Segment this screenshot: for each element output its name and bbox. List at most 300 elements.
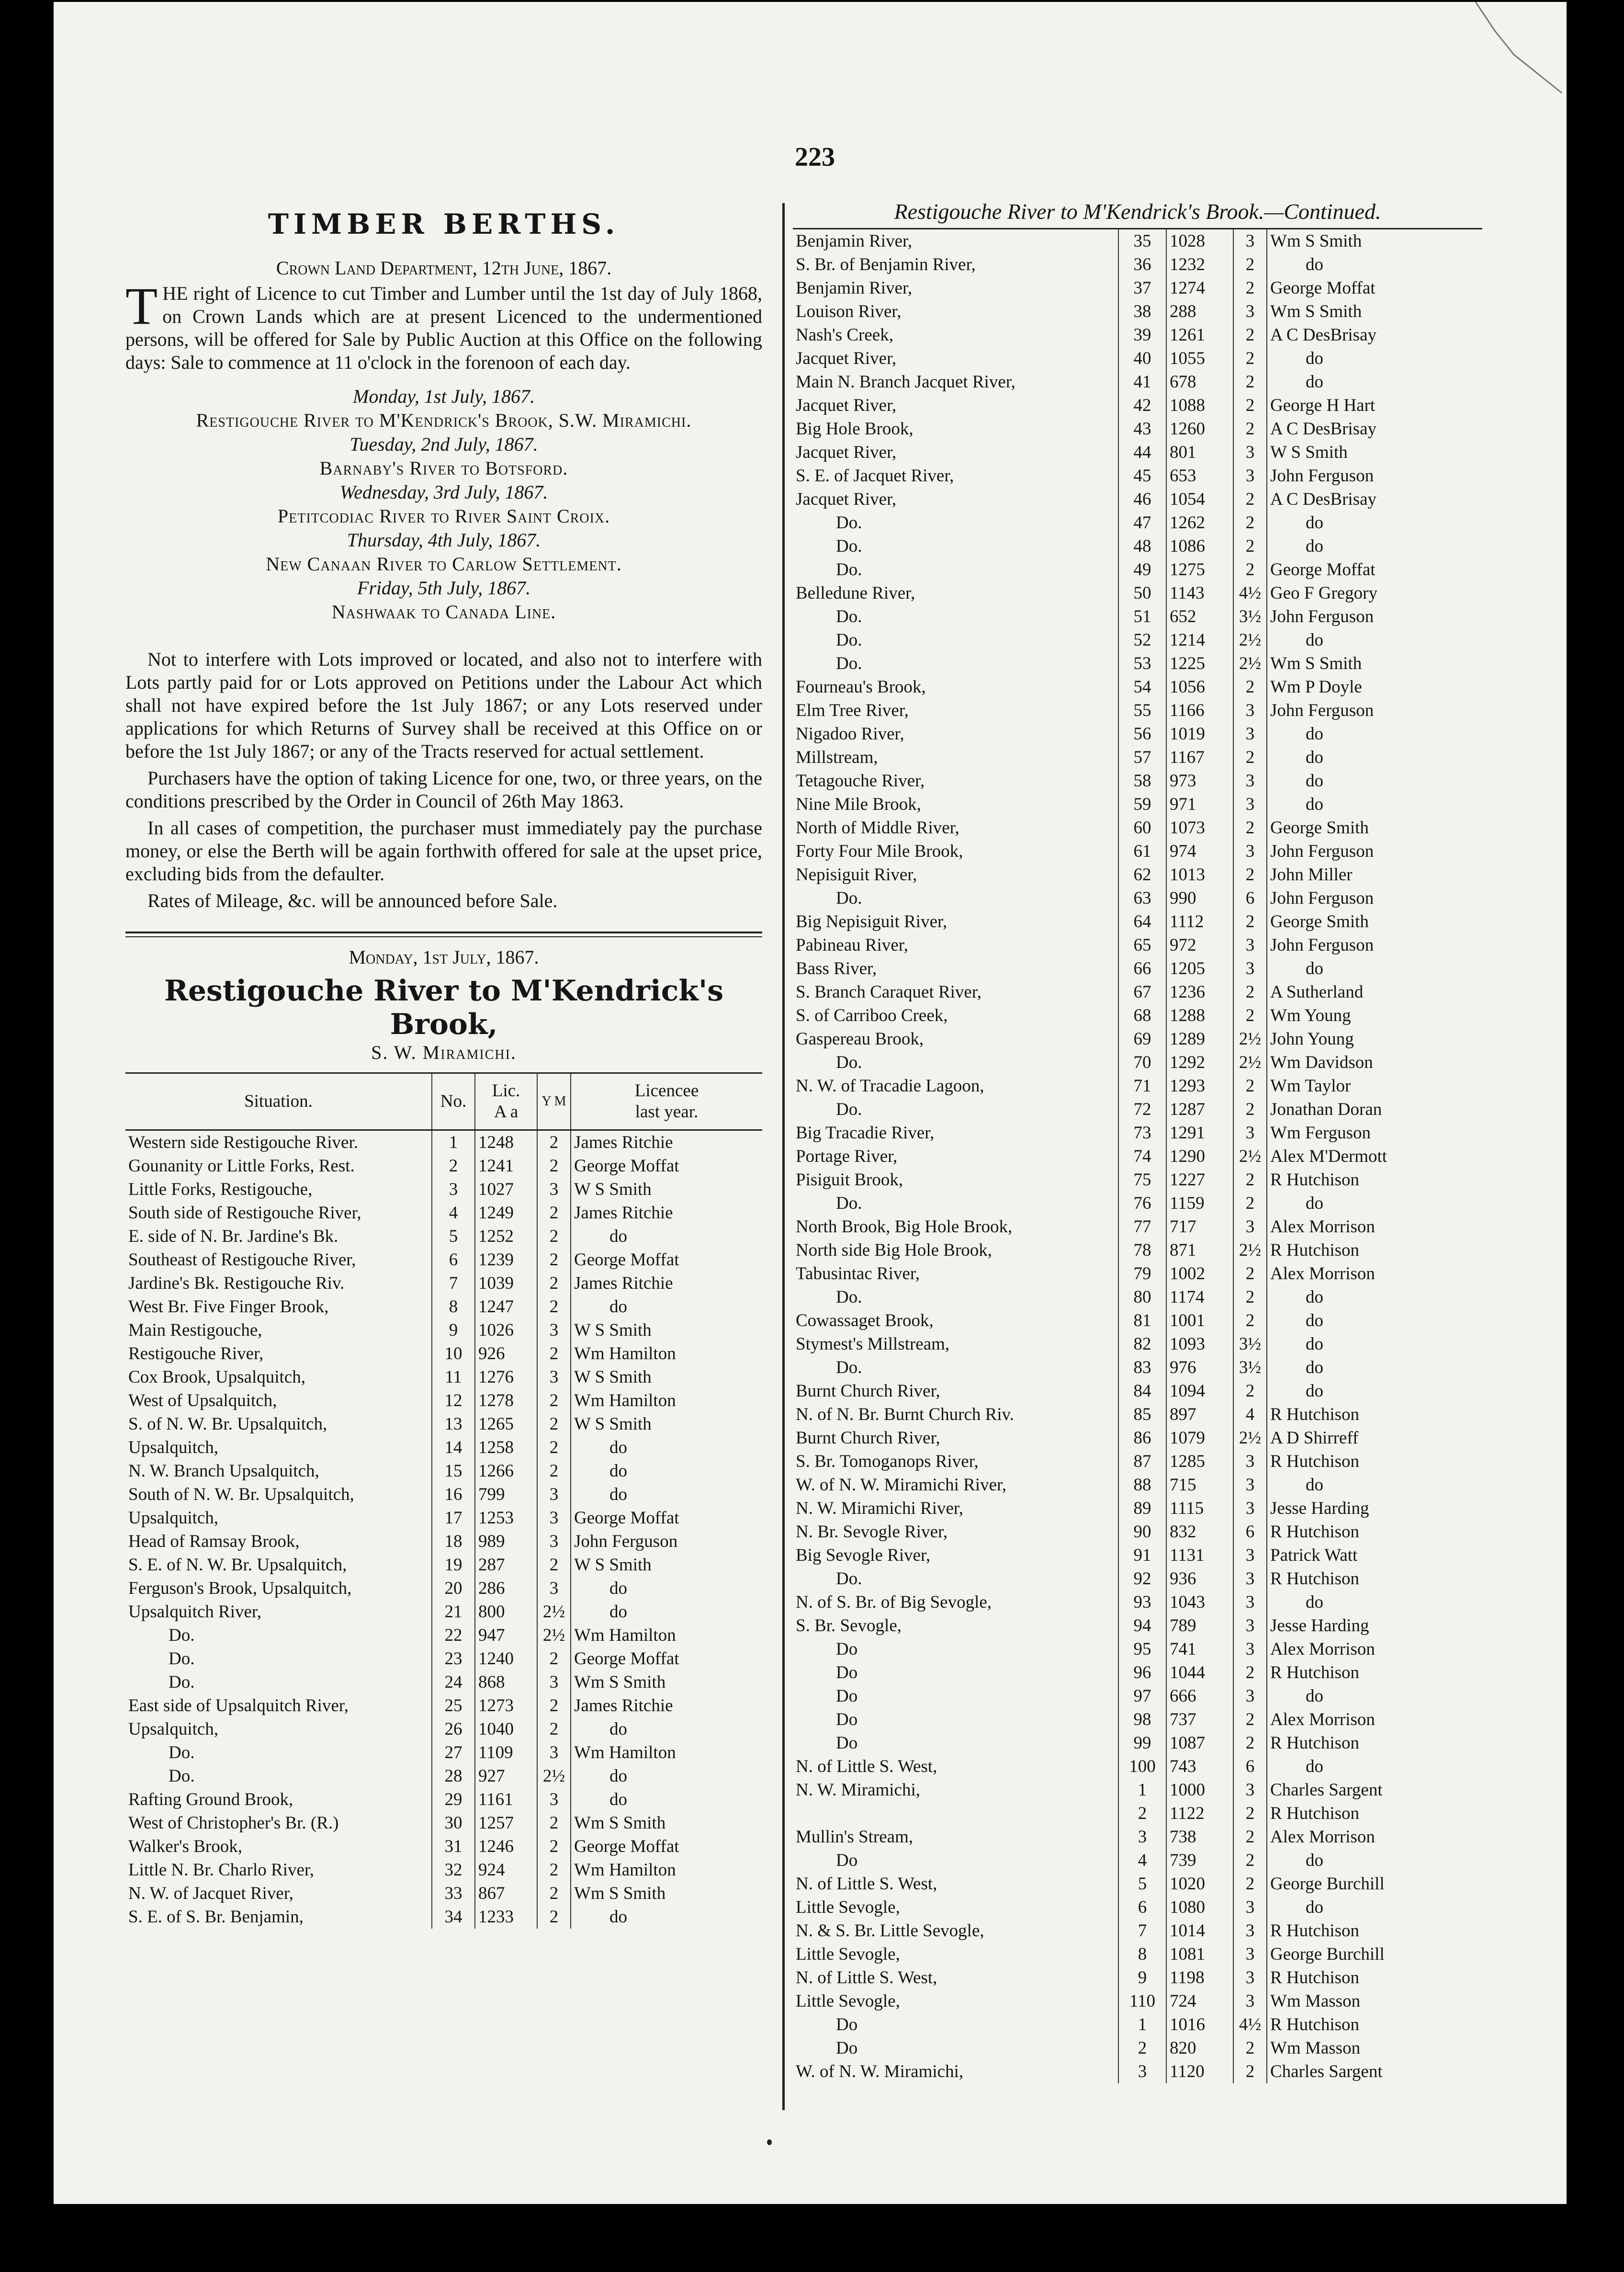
licencee-cell: Charles Sargent xyxy=(1267,1778,1482,1802)
lic-cell: 976 xyxy=(1166,1356,1233,1379)
lic-cell: 678 xyxy=(1166,370,1233,394)
lic-cell: 1043 xyxy=(1166,1590,1233,1614)
table-row xyxy=(125,1764,762,1788)
ym-cell: 2 xyxy=(537,1905,571,1929)
table-row xyxy=(125,1130,762,1155)
table-row xyxy=(793,1168,1482,1192)
no-cell: 1 xyxy=(1118,2013,1166,2036)
ym-cell: 2 xyxy=(1233,1285,1267,1309)
no-cell: 84 xyxy=(1118,1379,1166,1403)
ym-cell: 2 xyxy=(1233,1004,1267,1027)
situation-cell: N. of S. Br. of Big Sevogle, xyxy=(796,1592,992,1612)
table-row xyxy=(793,652,1482,675)
lic-cell: 1253 xyxy=(475,1506,537,1530)
licencee-cell: Wm Taylor xyxy=(1267,1074,1482,1098)
no-cell: 43 xyxy=(1118,417,1166,441)
licencee-cell: do xyxy=(1267,1684,1482,1708)
situation-cell: Upsalquitch, xyxy=(128,1508,219,1528)
situation-cell: Do. xyxy=(836,1100,862,1119)
licencee-cell: W S Smith xyxy=(571,1553,762,1577)
table-row xyxy=(793,1215,1482,1238)
licencee-cell: W S Smith xyxy=(571,1318,762,1342)
table-row xyxy=(125,1506,762,1530)
lic-cell: 1278 xyxy=(475,1389,537,1412)
lic-cell: 1266 xyxy=(475,1459,537,1483)
licencee-cell: John Ferguson xyxy=(1267,605,1482,628)
licencee-cell: Wm Hamilton xyxy=(571,1741,762,1764)
situation-cell: Do. xyxy=(836,536,862,556)
header-lic xyxy=(475,1073,537,1130)
ym-cell: 2½ xyxy=(1233,1145,1267,1168)
table-row xyxy=(793,1473,1482,1497)
ym-cell: 4½ xyxy=(1233,581,1267,605)
licencee-cell: Wm Ferguson xyxy=(1267,1121,1482,1145)
no-cell: 28 xyxy=(432,1764,475,1788)
ink-dot xyxy=(767,2139,772,2145)
header-no: No. xyxy=(432,1073,475,1130)
ym-cell: 3 xyxy=(537,1577,571,1600)
ym-cell: 2 xyxy=(1233,746,1267,769)
lic-cell: 1260 xyxy=(1166,417,1233,441)
table-row xyxy=(793,1731,1482,1755)
licencee-cell: George Moffat xyxy=(1267,558,1482,581)
lic-cell: 1094 xyxy=(1166,1379,1233,1403)
table-row xyxy=(793,1192,1482,1215)
situation-cell: Do xyxy=(836,1663,858,1682)
ym-cell: 2 xyxy=(537,1272,571,1295)
condition-paragraph: In all cases of competition, the purchaser must immediately pay the purchase money, or else the Berth will be again forthwith offered for sale at the upset price, excluding bids from the defaulter. xyxy=(125,817,762,885)
situation-cell: Stymest's Millstream, xyxy=(796,1334,950,1354)
ym-cell: 2 xyxy=(1233,417,1267,441)
page-number: 223 xyxy=(795,142,835,172)
lic-cell: 1039 xyxy=(475,1272,537,1295)
situation-cell: Elm Tree River, xyxy=(796,701,909,720)
situation-cell: Do. xyxy=(836,888,862,908)
licencee-cell: W S Smith xyxy=(571,1365,762,1389)
no-cell: 50 xyxy=(1118,581,1166,605)
no-cell: 16 xyxy=(432,1483,475,1506)
licencee-cell: do xyxy=(1267,370,1482,394)
ym-cell: 3 xyxy=(1233,722,1267,746)
situation-cell: Cowassaget Brook, xyxy=(796,1311,934,1330)
licencee-cell: Wm Davidson xyxy=(1267,1051,1482,1074)
no-cell: 91 xyxy=(1118,1544,1166,1567)
lic-cell: 1290 xyxy=(1166,1145,1233,1168)
licencee-cell: Alex Morrison xyxy=(1267,1708,1482,1731)
no-cell: 27 xyxy=(432,1741,475,1764)
situation-cell: Benjamin River, xyxy=(796,278,913,298)
licencee-cell: do xyxy=(1267,511,1482,534)
licencee-cell: W S Smith xyxy=(1267,441,1482,464)
no-cell: 22 xyxy=(432,1624,475,1647)
situation-cell: Western side Restigouche River. xyxy=(128,1133,358,1152)
ym-cell: 3 xyxy=(537,1506,571,1530)
situation-cell: Fourneau's Brook, xyxy=(796,677,926,697)
table-row xyxy=(793,1590,1482,1614)
lic-cell: 717 xyxy=(1166,1215,1233,1238)
ym-cell: 2 xyxy=(1233,1379,1267,1403)
table-row xyxy=(793,1966,1482,1989)
table-row xyxy=(125,1811,762,1835)
table-row xyxy=(125,1459,762,1483)
ym-cell: 2 xyxy=(537,1459,571,1483)
licencee-cell: George Smith xyxy=(1267,910,1482,933)
licencee-cell: do xyxy=(1267,1590,1482,1614)
situation-cell: Pisiguit Brook, xyxy=(796,1170,903,1190)
table-row xyxy=(793,1661,1482,1684)
no-cell: 95 xyxy=(1118,1637,1166,1661)
table-row xyxy=(793,2036,1482,2060)
situation-cell: Tetagouche River, xyxy=(796,771,925,791)
situation-cell: Do xyxy=(836,1710,858,1729)
schedule-place: Barnaby's River to Botsford. xyxy=(319,457,568,479)
ym-cell: 2 xyxy=(1233,488,1267,511)
table-row xyxy=(125,1178,762,1201)
licencee-cell: do xyxy=(1267,534,1482,558)
table-row xyxy=(793,1896,1482,1919)
no-cell: 2 xyxy=(1118,1802,1166,1825)
licencee-cell: Jesse Harding xyxy=(1267,1497,1482,1520)
situation-cell: Pabineau River, xyxy=(796,935,908,955)
table-row xyxy=(793,980,1482,1004)
licencee-cell: do xyxy=(1267,1849,1482,1872)
ym-cell: 6 xyxy=(1233,1755,1267,1778)
ym-cell: 2 xyxy=(1233,1309,1267,1332)
lic-cell: 743 xyxy=(1166,1755,1233,1778)
table-row xyxy=(125,1248,762,1272)
situation-cell: Do xyxy=(836,1639,858,1659)
no-cell: 31 xyxy=(432,1835,475,1858)
no-cell: 93 xyxy=(1118,1590,1166,1614)
licencee-cell: Jonathan Doran xyxy=(1267,1098,1482,1121)
lic-cell: 871 xyxy=(1166,1238,1233,1262)
licencee-cell: Alex Morrison xyxy=(1267,1262,1482,1285)
ym-cell: 3 xyxy=(537,1178,571,1201)
no-cell: 89 xyxy=(1118,1497,1166,1520)
licencee-cell: R Hutchison xyxy=(1267,1731,1482,1755)
lic-cell: 1233 xyxy=(475,1905,537,1929)
situation-cell: West Br. Five Finger Brook, xyxy=(128,1297,329,1317)
licencee-cell: do xyxy=(1267,1473,1482,1497)
table-row xyxy=(793,1497,1482,1520)
situation-cell: Bass River, xyxy=(796,959,877,978)
table-row xyxy=(125,1272,762,1295)
licencee-cell: do xyxy=(571,1788,762,1811)
no-cell: 36 xyxy=(1118,253,1166,276)
licencee-cell: do xyxy=(571,1577,762,1600)
lic-cell: 1019 xyxy=(1166,722,1233,746)
table-row xyxy=(793,1520,1482,1544)
ym-cell: 2 xyxy=(537,1835,571,1858)
table-row xyxy=(125,1201,762,1225)
table-row xyxy=(125,1318,762,1342)
no-cell: 4 xyxy=(1118,1849,1166,1872)
ym-cell: 2 xyxy=(537,1154,571,1178)
situation-cell: Benjamin River, xyxy=(796,231,913,251)
no-cell: 62 xyxy=(1118,863,1166,886)
lic-cell: 927 xyxy=(475,1764,537,1788)
table-row xyxy=(793,816,1482,840)
ym-cell: 2 xyxy=(1233,1074,1267,1098)
situation-cell: North side Big Hole Brook, xyxy=(796,1240,992,1260)
situation-cell: S. Branch Caraquet River, xyxy=(796,982,981,1002)
situation-cell: Head of Ramsay Brook, xyxy=(128,1532,300,1551)
lic-cell: 972 xyxy=(1166,933,1233,957)
no-cell: 35 xyxy=(1118,229,1166,253)
situation-cell: Louison River, xyxy=(796,302,902,321)
table-row xyxy=(793,1614,1482,1637)
table-row xyxy=(125,1624,762,1647)
no-cell: 15 xyxy=(432,1459,475,1483)
berths-table-right xyxy=(793,228,1482,2083)
lic-cell: 1287 xyxy=(1166,1098,1233,1121)
no-cell: 8 xyxy=(1118,1943,1166,1966)
licencee-cell: Wm P Doyle xyxy=(1267,675,1482,699)
no-cell: 41 xyxy=(1118,370,1166,394)
licencee-cell: do xyxy=(571,1295,762,1318)
lic-cell: 868 xyxy=(475,1670,537,1694)
table-row xyxy=(793,769,1482,793)
situation-cell: Do xyxy=(836,2015,858,2034)
licencee-cell: George Moffat xyxy=(571,1154,762,1178)
situation-cell: Little Sevogle, xyxy=(796,1944,900,1964)
schedule-place: Nashwaak to Canada Line. xyxy=(331,601,556,623)
header-licencee-2: last year. xyxy=(635,1102,699,1122)
table-row xyxy=(793,628,1482,652)
table-row xyxy=(793,1332,1482,1356)
lic-cell: 1285 xyxy=(1166,1450,1233,1473)
situation-cell: Do. xyxy=(836,1569,862,1589)
situation-cell: N. & S. Br. Little Sevogle, xyxy=(796,1921,984,1941)
situation-cell: Nepisiguit River, xyxy=(796,865,917,885)
licencee-cell: Wm S Smith xyxy=(1267,229,1482,253)
situation-cell: Upsalquitch, xyxy=(128,1719,219,1739)
table-row xyxy=(125,1670,762,1694)
licencee-cell: George Moffat xyxy=(571,1248,762,1272)
licencee-cell: do xyxy=(1267,1309,1482,1332)
no-cell: 23 xyxy=(432,1647,475,1670)
licencee-cell: R Hutchison xyxy=(1267,1168,1482,1192)
no-cell: 45 xyxy=(1118,464,1166,488)
table-row xyxy=(793,1708,1482,1731)
situation-cell: N. W. of Tracadie Lagoon, xyxy=(796,1076,984,1096)
licencee-cell: W S Smith xyxy=(571,1178,762,1201)
lic-cell: 1291 xyxy=(1166,1121,1233,1145)
no-cell: 98 xyxy=(1118,1708,1166,1731)
no-cell: 37 xyxy=(1118,276,1166,300)
situation-cell: S. of N. W. Br. Upsalquitch, xyxy=(128,1414,327,1434)
lic-cell: 789 xyxy=(1166,1614,1233,1637)
table-row xyxy=(793,1919,1482,1943)
table-row xyxy=(793,229,1482,253)
ym-cell: 3 xyxy=(537,1483,571,1506)
no-cell: 7 xyxy=(432,1272,475,1295)
licencee-cell: do xyxy=(1267,746,1482,769)
table-row xyxy=(793,957,1482,980)
lic-cell: 947 xyxy=(475,1624,537,1647)
ym-cell: 2 xyxy=(537,1694,571,1717)
no-cell: 77 xyxy=(1118,1215,1166,1238)
situation-cell: Do. xyxy=(836,560,862,579)
situation-cell: Do. xyxy=(836,1053,862,1072)
table-row xyxy=(793,793,1482,816)
licencee-cell: A C DesBrisay xyxy=(1267,323,1482,347)
situation-cell: Ferguson's Brook, Upsalquitch, xyxy=(128,1579,352,1598)
no-cell: 76 xyxy=(1118,1192,1166,1215)
table-row xyxy=(793,1098,1482,1121)
lic-cell: 897 xyxy=(1166,1403,1233,1426)
no-cell: 86 xyxy=(1118,1426,1166,1450)
no-cell: 57 xyxy=(1118,746,1166,769)
situation-cell: Nine Mile Brook, xyxy=(796,795,922,814)
ym-cell: 3 xyxy=(1233,1778,1267,1802)
no-cell: 88 xyxy=(1118,1473,1166,1497)
table-row xyxy=(793,1778,1482,1802)
table-row xyxy=(125,1553,762,1577)
situation-cell: Jacquet River, xyxy=(796,489,897,509)
no-cell: 6 xyxy=(432,1248,475,1272)
ym-cell: 2 xyxy=(1233,323,1267,347)
lic-cell: 1054 xyxy=(1166,488,1233,511)
table-row xyxy=(793,581,1482,605)
situation-cell: Do. xyxy=(169,1625,195,1645)
table-row xyxy=(125,1295,762,1318)
ym-cell: 2 xyxy=(1233,534,1267,558)
no-cell: 48 xyxy=(1118,534,1166,558)
ym-cell: 3 xyxy=(1233,1989,1267,2013)
ym-cell: 2 xyxy=(1233,394,1267,417)
lic-cell: 1086 xyxy=(1166,534,1233,558)
table-row xyxy=(125,1647,762,1670)
licencee-cell: Wm S Smith xyxy=(1267,652,1482,675)
lic-cell: 1241 xyxy=(475,1154,537,1178)
table-row xyxy=(125,1530,762,1553)
lic-cell: 1056 xyxy=(1166,675,1233,699)
ym-cell: 2 xyxy=(1233,1872,1267,1896)
licencee-cell: Wm S Smith xyxy=(571,1670,762,1694)
situation-cell: Jardine's Bk. Restigouche Riv. xyxy=(128,1273,345,1293)
lic-cell: 1274 xyxy=(1166,276,1233,300)
table-row xyxy=(793,1356,1482,1379)
header-licencee xyxy=(571,1073,762,1130)
no-cell: 97 xyxy=(1118,1684,1166,1708)
situation-cell: Restigouche River, xyxy=(128,1344,264,1363)
ym-cell: 3½ xyxy=(1233,1332,1267,1356)
lic-cell: 936 xyxy=(1166,1567,1233,1590)
lic-cell: 1044 xyxy=(1166,1661,1233,1684)
situation-cell: Portage River, xyxy=(796,1147,898,1166)
table-row xyxy=(125,1342,762,1365)
lic-cell: 1027 xyxy=(475,1178,537,1201)
situation-cell: Burnt Church River, xyxy=(796,1428,940,1448)
situation-cell: S. E. of N. W. Br. Upsalquitch, xyxy=(128,1555,347,1575)
notice-dateline: Crown Land Department, 12th June, 1867. xyxy=(276,257,612,279)
licencee-cell: do xyxy=(1267,1755,1482,1778)
table-row xyxy=(125,1741,762,1764)
no-cell: 63 xyxy=(1118,886,1166,910)
no-cell: 51 xyxy=(1118,605,1166,628)
table-row xyxy=(793,1004,1482,1027)
lic-cell: 652 xyxy=(1166,605,1233,628)
table-row xyxy=(793,1872,1482,1896)
lic-cell: 288 xyxy=(1166,300,1233,323)
situation-cell: Cox Brook, Upsalquitch, xyxy=(128,1367,305,1387)
licencee-cell: do xyxy=(571,1717,762,1741)
situation-cell: Forty Four Mile Brook, xyxy=(796,841,963,861)
no-cell: 100 xyxy=(1118,1755,1166,1778)
table-row xyxy=(125,1389,762,1412)
ym-cell: 3½ xyxy=(1233,1356,1267,1379)
lic-cell: 1131 xyxy=(1166,1544,1233,1567)
ym-cell: 2 xyxy=(537,1647,571,1670)
no-cell: 49 xyxy=(1118,558,1166,581)
ym-cell: 2 xyxy=(537,1412,571,1436)
licencee-cell: R Hutchison xyxy=(1267,2013,1482,2036)
situation-cell: Big Nepisiguit River, xyxy=(796,912,947,932)
ym-cell: 2 xyxy=(1233,1168,1267,1192)
table-row xyxy=(125,1412,762,1436)
no-cell: 30 xyxy=(432,1811,475,1835)
situation-cell: E. side of N. Br. Jardine's Bk. xyxy=(128,1227,338,1246)
lic-cell: 1079 xyxy=(1166,1426,1233,1450)
no-cell: 78 xyxy=(1118,1238,1166,1262)
situation-cell: S. of Carriboo Creek, xyxy=(796,1006,948,1025)
ym-cell: 2 xyxy=(537,1553,571,1577)
licencee-cell: John Young xyxy=(1267,1027,1482,1051)
no-cell: 92 xyxy=(1118,1567,1166,1590)
table-row xyxy=(125,1225,762,1248)
no-cell: 24 xyxy=(432,1670,475,1694)
table-row xyxy=(125,1365,762,1389)
ym-cell: 2 xyxy=(1233,816,1267,840)
ym-cell: 2 xyxy=(1233,1708,1267,1731)
table-day: Monday, 1st July, 1867. xyxy=(349,946,539,968)
licencee-cell: do xyxy=(1267,957,1482,980)
no-cell: 54 xyxy=(1118,675,1166,699)
lic-cell: 1275 xyxy=(1166,558,1233,581)
table-row xyxy=(793,534,1482,558)
table-row xyxy=(793,417,1482,441)
no-cell: 81 xyxy=(1118,1309,1166,1332)
no-cell: 110 xyxy=(1118,1989,1166,2013)
no-cell: 6 xyxy=(1118,1896,1166,1919)
licencee-cell: do xyxy=(1267,1356,1482,1379)
right-table-body xyxy=(793,229,1482,2084)
ym-cell: 3 xyxy=(1233,793,1267,816)
licencee-cell: George Moffat xyxy=(571,1835,762,1858)
lic-cell: 1001 xyxy=(1166,1309,1233,1332)
situation-cell: Do. xyxy=(836,607,862,626)
situation-cell: Do. xyxy=(836,1358,862,1377)
lic-cell: 1159 xyxy=(1166,1192,1233,1215)
licencee-cell: A C DesBrisay xyxy=(1267,417,1482,441)
table-row xyxy=(125,1905,762,1929)
drop-cap: T xyxy=(125,277,158,335)
lic-cell: 1198 xyxy=(1166,1966,1233,1989)
no-cell: 85 xyxy=(1118,1403,1166,1426)
no-cell: 25 xyxy=(432,1694,475,1717)
ym-cell: 3 xyxy=(1233,300,1267,323)
no-cell: 4 xyxy=(432,1201,475,1225)
ym-cell: 2½ xyxy=(1233,1426,1267,1450)
table-row xyxy=(793,1403,1482,1426)
no-cell: 75 xyxy=(1118,1168,1166,1192)
licencee-cell: Geo F Gregory xyxy=(1267,581,1482,605)
table-row xyxy=(793,276,1482,300)
no-cell: 8 xyxy=(432,1295,475,1318)
ym-cell: 2 xyxy=(537,1342,571,1365)
no-cell: 9 xyxy=(1118,1966,1166,1989)
